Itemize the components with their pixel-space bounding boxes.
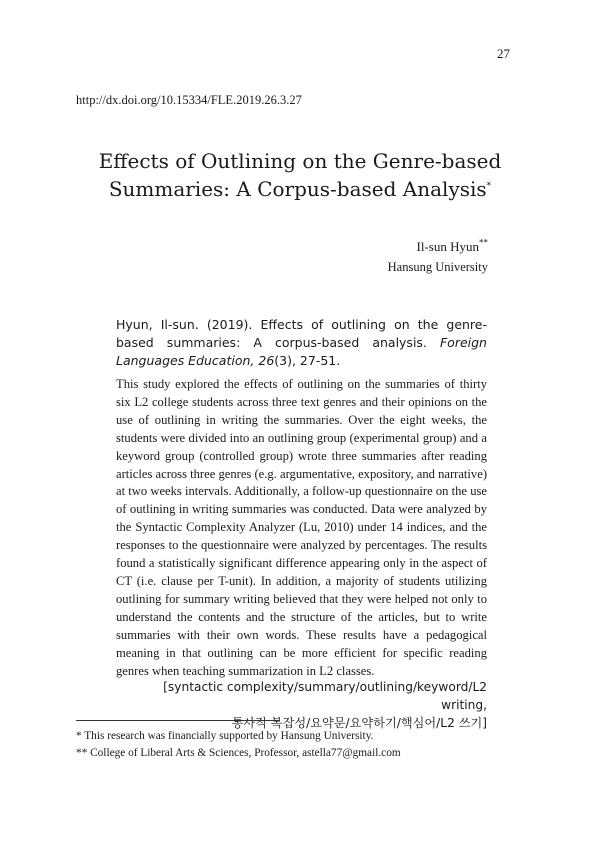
author-name [417,239,488,255]
footnote-2-text: College of Liberal Arts & Sciences, Professor, astella77@gmail.com [90,747,401,759]
keywords-line-1: [syntactic complexity/summary/outlining/keyword/L2 writing, [163,680,487,712]
author-affiliation: Hansung University [387,260,488,274]
abstract: This study explored the effects of outlining on the summaries of thirty six L2 college students across three text genres and their opinions on the use of outlining in writing the summaries. Over the eight weeks, the students were divided into an outlining group (experimental group) and a keyword group (controlled group) wrote three summaries after reading articles across three genres (e.g. argumentative, expository, and narrative) at two weeks intervals. Additionally, a follow-up questionnaire on the use of outlining in writing summaries was conducted. Data were analyzed by the Syntactic Complexity Analyzer (Lu, 2010) under 14 indices, and the responses to the questionnaire were analyzed by percentages. The results found a statistically significant difference appearing only in the aspect of CT (i.e. clause per T-unit). In addition, a majority of students utilizing outlining for summary writing believed that they were helped not only to understand the contents and the structure of the articles, but to write summaries with their own words. These results have a pedagogical meaning in that outlining can be more efficient for specific reading genres when teaching summarization in L2 classes. [116,377,488,678]
citation-journal: Foreign Languages Education, [116,335,487,368]
footnote-1-text: This research was financially supported by Hansung University. [84,730,374,742]
footnote-1 [76,728,401,745]
footnotes [76,728,401,762]
footnote-divider [76,720,280,721]
doi-link[interactable]: http://dx.doi.org/10.15334/FLE.2019.26.3.27 [76,93,302,107]
citation-rest: (3), 27-51. [274,353,341,368]
page-number: 27 [497,46,510,61]
citation-lead: Hyun, Il-sun. (2019). Effects of outlining on the genre-based summaries: A corpus-based analysis. [116,317,487,350]
citation [116,316,487,370]
citation-volume: 26 [258,353,275,368]
paper-title [0,147,600,203]
footnote-1-mark: * [76,730,82,742]
keywords [116,678,487,732]
title-line-1: Effects of Outlining on the Genre-based [98,149,502,173]
title-line-2: Summaries: A Corpus-based Analysis [108,177,487,201]
author-name-text: Il-sun Hyun [416,239,479,254]
footnote-2-mark: ** [76,747,88,759]
author-footnote-mark: ** [479,237,488,248]
keywords-line-2: 통사적 복잡성/요약문/요약하기/핵심어/L2 쓰기] [231,716,487,730]
title-footnote-mark: * [486,181,492,192]
footnote-2 [76,745,401,762]
